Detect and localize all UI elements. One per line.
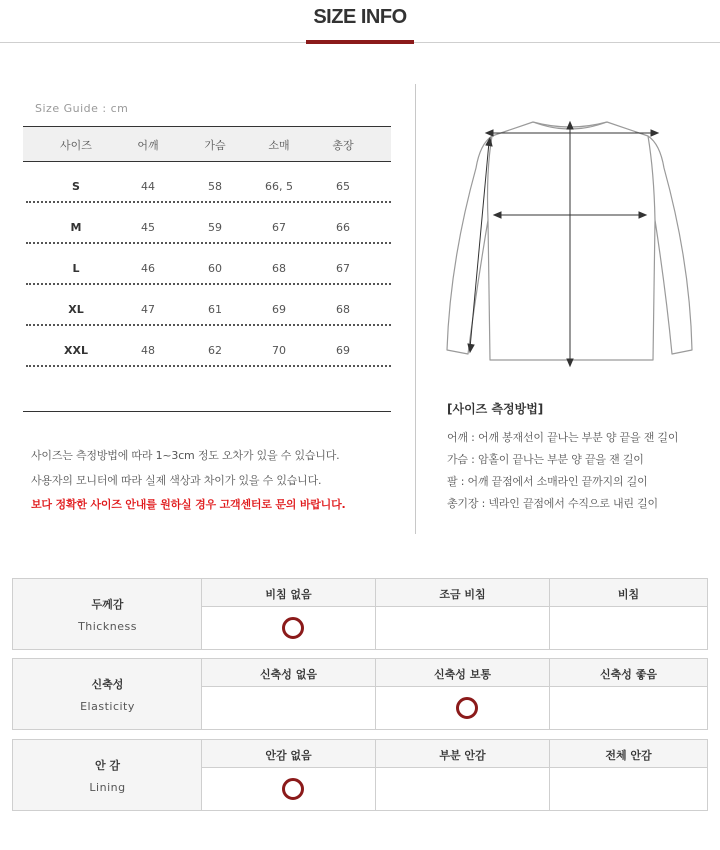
option-header: 신축성 좋음 xyxy=(550,659,707,687)
option-header: 부분 안감 xyxy=(376,740,549,768)
table-cell: 67 xyxy=(336,262,350,275)
table-row xyxy=(23,203,391,244)
table-cell: 47 xyxy=(141,303,155,316)
option-column xyxy=(202,579,376,649)
option-header: 전체 안감 xyxy=(550,740,707,768)
option-header: 신축성 없음 xyxy=(202,659,375,687)
column-header: 총장 xyxy=(332,139,354,152)
notice-text: 사용자의 모니터에 따라 실제 색상과 차이가 있을 수 있습니다. xyxy=(31,474,322,487)
size-cell: M xyxy=(70,221,82,234)
measure-item: 팔 : 어깨 끝점에서 소매라인 끝까지의 길이 xyxy=(447,475,648,488)
option-column xyxy=(202,659,376,729)
column-header: 가슴 xyxy=(204,139,226,152)
option-column xyxy=(376,740,550,810)
table-cell: 44 xyxy=(141,180,155,193)
lining-table xyxy=(12,739,708,811)
notice-text-highlight: 보다 정확한 사이즈 안내를 원하실 경우 고객센터로 문의 바랍니다. xyxy=(31,498,346,511)
option-header: 비침 xyxy=(550,579,707,607)
option-column xyxy=(550,740,707,810)
option-column xyxy=(550,579,707,649)
option-header: 조금 비침 xyxy=(376,579,549,607)
table-cell: 60 xyxy=(208,262,222,275)
thickness-label xyxy=(13,579,202,649)
size-cell: S xyxy=(72,180,80,193)
table-cell: 67 xyxy=(272,221,286,234)
size-table xyxy=(23,126,391,367)
label-en: Elasticity xyxy=(80,700,135,713)
label-ko: 신축성 xyxy=(91,678,124,691)
elasticity-table xyxy=(12,658,708,730)
table-row xyxy=(23,162,391,203)
column-header: 어깨 xyxy=(137,139,159,152)
circle-marker-icon xyxy=(282,617,304,639)
table-cell: 48 xyxy=(141,344,155,357)
title-accent-bar xyxy=(306,40,414,44)
option-header: 신축성 보통 xyxy=(376,659,549,687)
elasticity-label xyxy=(13,659,202,729)
column-header: 소매 xyxy=(268,139,290,152)
measure-item: 가슴 : 암홀이 끝나는 부분 양 끝을 잰 길이 xyxy=(447,453,644,466)
table-cell: 69 xyxy=(272,303,286,316)
measure-item: 어깨 : 어깨 봉재선이 끝나는 부분 양 끝을 잰 길이 xyxy=(447,431,679,444)
size-table-header xyxy=(23,126,391,162)
table-cell: 70 xyxy=(272,344,286,357)
measure-item: 총기장 : 넥라인 끝점에서 수직으로 내린 길이 xyxy=(447,497,658,510)
size-guide-caption: Size Guide : cm xyxy=(35,102,129,115)
size-cell: L xyxy=(72,262,80,275)
option-column xyxy=(550,659,707,729)
notice-text: 사이즈는 측정방법에 따라 1~3cm 정도 오차가 있을 수 있습니다. xyxy=(31,449,340,462)
circle-marker-icon xyxy=(282,778,304,800)
label-ko: 두께감 xyxy=(91,598,124,611)
label-ko: 안 감 xyxy=(94,759,121,772)
option-header: 비침 없음 xyxy=(202,579,375,607)
row-divider xyxy=(26,365,391,367)
option-column xyxy=(376,579,550,649)
option-column xyxy=(376,659,550,729)
size-table-bottom-border xyxy=(23,411,391,412)
page-title: SIZE INFO xyxy=(313,6,407,28)
table-row xyxy=(23,326,391,367)
vertical-divider xyxy=(415,84,416,534)
option-column xyxy=(202,740,376,810)
circle-marker-icon xyxy=(456,697,478,719)
table-cell: 68 xyxy=(272,262,286,275)
table-cell: 66 xyxy=(336,221,350,234)
option-header: 안감 없음 xyxy=(202,740,375,768)
table-cell: 58 xyxy=(208,180,222,193)
table-cell: 68 xyxy=(336,303,350,316)
table-row xyxy=(23,244,391,285)
size-cell: XXL xyxy=(64,344,88,357)
table-cell: 69 xyxy=(336,344,350,357)
label-en: Lining xyxy=(89,781,126,794)
table-cell: 46 xyxy=(141,262,155,275)
table-cell: 45 xyxy=(141,221,155,234)
label-en: Thickness xyxy=(78,620,137,633)
measure-method-title: [사이즈 측정방법] xyxy=(447,402,544,416)
table-cell: 61 xyxy=(208,303,222,316)
table-cell: 66, 5 xyxy=(265,180,293,193)
shirt-diagram-icon xyxy=(440,112,700,372)
table-cell: 65 xyxy=(336,180,350,193)
size-cell: XL xyxy=(68,303,84,316)
column-header: 사이즈 xyxy=(60,139,92,152)
table-row xyxy=(23,285,391,326)
lining-label xyxy=(13,740,202,810)
thickness-table xyxy=(12,578,708,650)
table-cell: 59 xyxy=(208,221,222,234)
table-cell: 62 xyxy=(208,344,222,357)
